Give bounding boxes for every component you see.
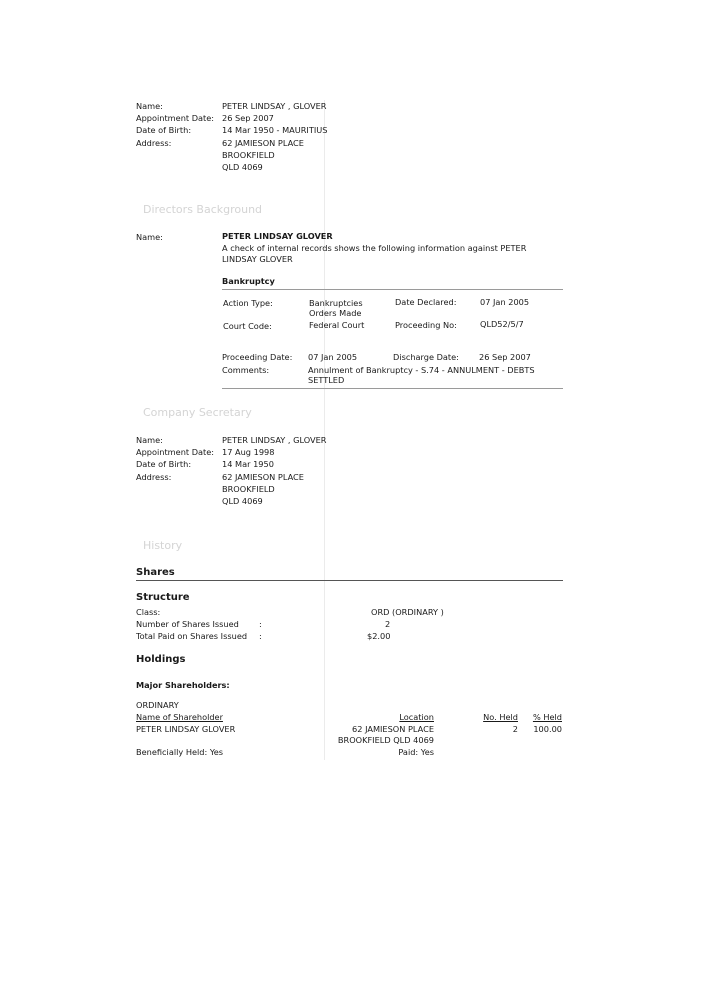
- company-secretary-title: Company Secretary: [143, 406, 252, 419]
- court-code-label: Court Code:: [223, 321, 272, 331]
- paid-colon: :: [259, 631, 262, 641]
- holder-no-held: 2: [512, 724, 518, 734]
- dob-label: Date of Birth:: [136, 459, 192, 470]
- discharge-date-value: 26 Sep 2007: [479, 352, 531, 362]
- shares-title: Shares: [136, 567, 175, 578]
- director-name: PETER LINDSAY , GLOVER: [222, 101, 327, 111]
- secretary-name: PETER LINDSAY , GLOVER: [222, 435, 327, 445]
- action-type-value: Orders Made: [309, 308, 362, 318]
- beneficially-held: Beneficially Held: Yes: [136, 747, 224, 757]
- name-label: Name:: [136, 101, 163, 111]
- col-header-pct-held: % Held: [532, 712, 562, 722]
- issued-value: 2: [385, 619, 391, 629]
- holder-location: BROOKFIELD QLD 4069: [337, 735, 434, 745]
- structure-heading: Structure: [136, 592, 190, 603]
- proceeding-no-value: QLD52/5/7: [480, 319, 524, 329]
- holder-location: 62 JAMIESON PLACE: [352, 724, 434, 734]
- history-title: History: [143, 539, 183, 552]
- court-code-value: Federal Court: [309, 320, 365, 330]
- address-label: Address:: [136, 471, 172, 482]
- secretary-dob: 14 Mar 1950: [222, 459, 274, 470]
- col-header-location: Location: [399, 712, 434, 722]
- director-address-line: QLD 4069: [222, 161, 263, 172]
- secretary-details: [136, 434, 396, 507]
- proceeding-date-label: Proceeding Date:: [222, 352, 293, 362]
- director-dob: 14 Mar 1950 - MAURITIUS: [222, 125, 328, 136]
- proceeding-no-label: Proceeding No:: [395, 320, 457, 330]
- proceeding-date-value: 07 Jan 2005: [308, 352, 358, 362]
- appointment-label: Appointment Date:: [136, 447, 215, 458]
- date-declared-label: Date Declared:: [395, 297, 457, 307]
- shares-rule: [136, 580, 563, 581]
- bankruptcy-end-rule: [222, 388, 563, 389]
- address-label: Address:: [136, 137, 172, 148]
- class-value: ORD (ORDINARY ): [371, 607, 444, 617]
- holdings-heading: Holdings: [136, 654, 186, 665]
- director-details: [136, 100, 396, 173]
- col-header-no-held: No. Held: [483, 712, 518, 722]
- paid-status: Paid: Yes: [398, 747, 434, 757]
- comments-label: Comments:: [222, 365, 270, 375]
- paid-value: $2.00: [367, 631, 391, 641]
- check-text: A check of internal records shows the following information against PETER: [222, 243, 527, 253]
- name-label: Name:: [136, 435, 163, 445]
- major-shareholders-heading: Major Shareholders:: [136, 680, 230, 690]
- dob-label: Date of Birth:: [136, 125, 192, 136]
- bankruptcy-rule: [222, 289, 563, 290]
- scan-fold-line: [324, 100, 325, 760]
- director-appointment-date: 26 Sep 2007: [222, 113, 274, 124]
- bankruptcy-heading: Bankruptcy: [222, 276, 275, 286]
- secretary-address-line: BROOKFIELD: [222, 483, 275, 494]
- col-header-name: Name of Shareholder: [136, 712, 223, 722]
- secretary-address-line: QLD 4069: [222, 495, 263, 506]
- date-declared-value: 07 Jan 2005: [480, 297, 530, 307]
- action-type-value: Bankruptcies: [309, 298, 363, 308]
- comments-value: Annulment of Bankruptcy - S.74 - ANNULMENT - DEBTS: [308, 365, 535, 375]
- secretary-address-line: 62 JAMIESON PLACE: [222, 471, 304, 482]
- class-label: Class:: [136, 607, 161, 617]
- holder-name: PETER LINDSAY GLOVER: [136, 724, 236, 734]
- secretary-appointment-date: 17 Aug 1998: [222, 447, 275, 458]
- discharge-date-label: Discharge Date:: [393, 352, 459, 362]
- issued-label: Number of Shares Issued: [136, 619, 239, 629]
- paid-label: Total Paid on Shares Issued: [136, 631, 248, 641]
- background-name: PETER LINDSAY GLOVER: [222, 231, 333, 241]
- background-name-label: Name:: [136, 232, 163, 242]
- director-address-line: 62 JAMIESON PLACE: [222, 137, 304, 148]
- action-type-label: Action Type:: [223, 298, 273, 308]
- director-address-line: BROOKFIELD: [222, 149, 275, 160]
- issued-colon: :: [259, 619, 262, 629]
- comments-value: SETTLED: [308, 375, 345, 385]
- appointment-label: Appointment Date:: [136, 113, 215, 124]
- directors-background-title: Directors Background: [143, 203, 263, 216]
- share-class: ORDINARY: [136, 700, 179, 710]
- check-text: LINDSAY GLOVER: [222, 254, 293, 264]
- holder-pct-held: 100.00: [533, 724, 562, 734]
